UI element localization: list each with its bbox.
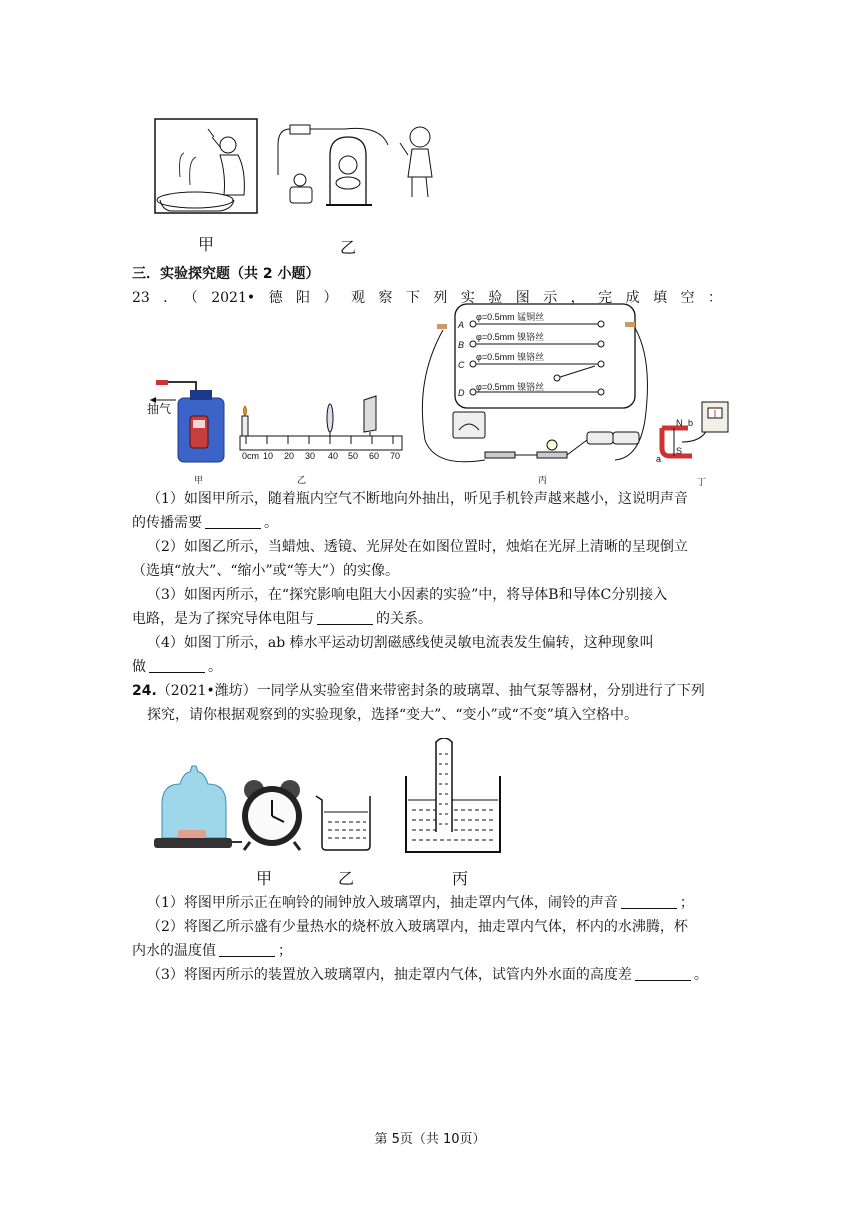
q23-item4-pre: 做: [132, 659, 146, 675]
q24-line1: [132, 681, 705, 701]
q24-item2-blank: [219, 942, 275, 957]
fig23-ding-caption: 丁: [697, 477, 707, 487]
q23-number: 23: [132, 290, 150, 306]
wire-a-spec: φ=0.5mm: [476, 312, 515, 322]
q24-number: 24.: [132, 683, 157, 699]
q23-item2-line2: （选填“放大”、“缩小”或“等大”）的实像。: [132, 563, 399, 579]
wire-a-material: 锰铜丝: [517, 313, 545, 323]
wire-b-label: [476, 332, 544, 343]
wire-d-spec: φ=0.5mm: [476, 382, 515, 392]
q23-item2-line1: （2）如图乙所示，当蜡烛、透镜、光屏处在如图位置时，烛焰在光屏上清晰的呈现倒立: [147, 539, 688, 555]
fig23-yi-caption: 乙: [297, 475, 307, 485]
q23-intro-text: ．（2021•德阳）观察下列实验图示，完成填空：: [149, 290, 722, 306]
top-caption-yi: 乙: [340, 238, 357, 257]
ruler-label-0: 0cm: [242, 451, 260, 461]
q23-item4-line1: （4）如图丁所示，ab 棒水平运动切割磁感线使灵敏电流表发生偏转，这种现象叫: [147, 635, 654, 651]
fig24: [150, 738, 510, 862]
q24-item3-text: （3）将图丙所示的装置放入玻璃罩内，抽走罩内气体，试管内外水面的高度差: [147, 967, 632, 983]
q24-item2-line2: [132, 941, 292, 961]
q23-item4-post: 。: [208, 659, 222, 675]
q24-item2-pre: 内水的温度值: [132, 943, 216, 959]
ding-labels: [652, 398, 732, 466]
q23-item1-line2: [132, 513, 278, 533]
wire-d-material: 镍铬丝: [517, 383, 545, 393]
wire-c-spec: φ=0.5mm: [476, 352, 515, 362]
fig23-bing-caption: 丙: [538, 475, 548, 485]
fig24-caption-bing: 丙: [452, 869, 469, 888]
q24-item1: [147, 893, 694, 913]
ruler-label-50: 50: [348, 451, 359, 461]
ruler-label-20: 20: [284, 451, 295, 461]
ding-label-s: S: [676, 446, 683, 456]
wire-a-letter: A: [458, 320, 465, 330]
q24-item1-text: （1）将图甲所示正在响铃的闹钟放入玻璃罩内，抽走罩内气体，闹铃的声音: [147, 895, 618, 911]
q24-line2: 探究，请你根据观察到的实验现象，选择“变大”、“变小”或“不变”填入空格中。: [147, 707, 638, 723]
page-footer: 第 5页（共 10页）: [374, 1132, 486, 1147]
fig24-caption-yi: 乙: [338, 869, 355, 888]
fig24-caption-jia: 甲: [256, 869, 273, 888]
q24-item3: [147, 965, 708, 985]
ding-label-n: N: [676, 418, 683, 428]
q24-item3-post: 。: [693, 967, 708, 983]
ding-label-b: b: [688, 418, 694, 428]
q23-item4-blank: [149, 658, 205, 673]
q23-item1-blank: [205, 514, 261, 529]
pump-label: 抽气: [147, 402, 172, 416]
q23-item3-line1: （3）如图丙所示，在“探究影响电阻大小因素的实验”中，将导体B和导体C分别接入: [147, 587, 668, 603]
ruler-label-40: 40: [328, 451, 339, 461]
q23-item3-pre: 电路，是为了探究导体电阻与: [132, 611, 314, 627]
wire-c-letter: C: [458, 360, 465, 370]
q23-item3-blank: [317, 610, 373, 625]
q23-item1-line1: （1）如图甲所示，随着瓶内空气不断地向外抽出，听见手机铃声越来越小，这说明声音: [147, 491, 688, 507]
wire-d-letter: D: [458, 388, 465, 398]
q24-item3-blank: [635, 966, 691, 981]
q23-item3-line2: [132, 609, 432, 629]
ruler-labels: [242, 451, 404, 463]
q24-item2-line1: （2）将图乙所示盛有少量热水的烧杯放入玻璃罩内，抽走罩内气体，杯内的水沸腾，杯: [147, 919, 688, 935]
wire-b-material: 镍铬丝: [517, 333, 545, 343]
fig23-jia-caption: 甲: [194, 475, 204, 485]
wire-a-label: [476, 312, 544, 323]
q23-item3-post: 的关系。: [376, 611, 432, 627]
q23-item1-pre: 的传播需要: [132, 515, 202, 531]
q24-item2-post: ；: [278, 943, 292, 959]
ruler-label-10: 10: [263, 451, 274, 461]
ruler-label-70: 70: [390, 451, 401, 461]
wire-c-material: 镍铬丝: [517, 353, 545, 363]
q23-item4-line2: [132, 657, 222, 677]
top-caption-jia: 甲: [198, 235, 215, 254]
q23-item1-post: 。: [264, 515, 278, 531]
ruler-label-60: 60: [369, 451, 380, 461]
section-heading: 三．实验探究题（共 2 小题）: [132, 266, 320, 282]
ding-label-a: a: [656, 454, 662, 464]
q24-item1-blank: [621, 894, 677, 909]
top-figure: [150, 115, 450, 225]
wire-c-label: [476, 352, 544, 363]
fig23-jia: [146, 380, 236, 465]
q24-line1-text: （2021•潍坊）一同学从实验室借来带密封条的玻璃罩、抽气泵等器材，分别进行了下列: [156, 683, 705, 699]
q24-item1-post: ；: [679, 895, 694, 911]
ruler-label-30: 30: [305, 451, 316, 461]
wire-b-spec: φ=0.5mm: [476, 332, 515, 342]
wire-b-letter: B: [458, 340, 465, 350]
wire-d-label: [476, 382, 544, 393]
